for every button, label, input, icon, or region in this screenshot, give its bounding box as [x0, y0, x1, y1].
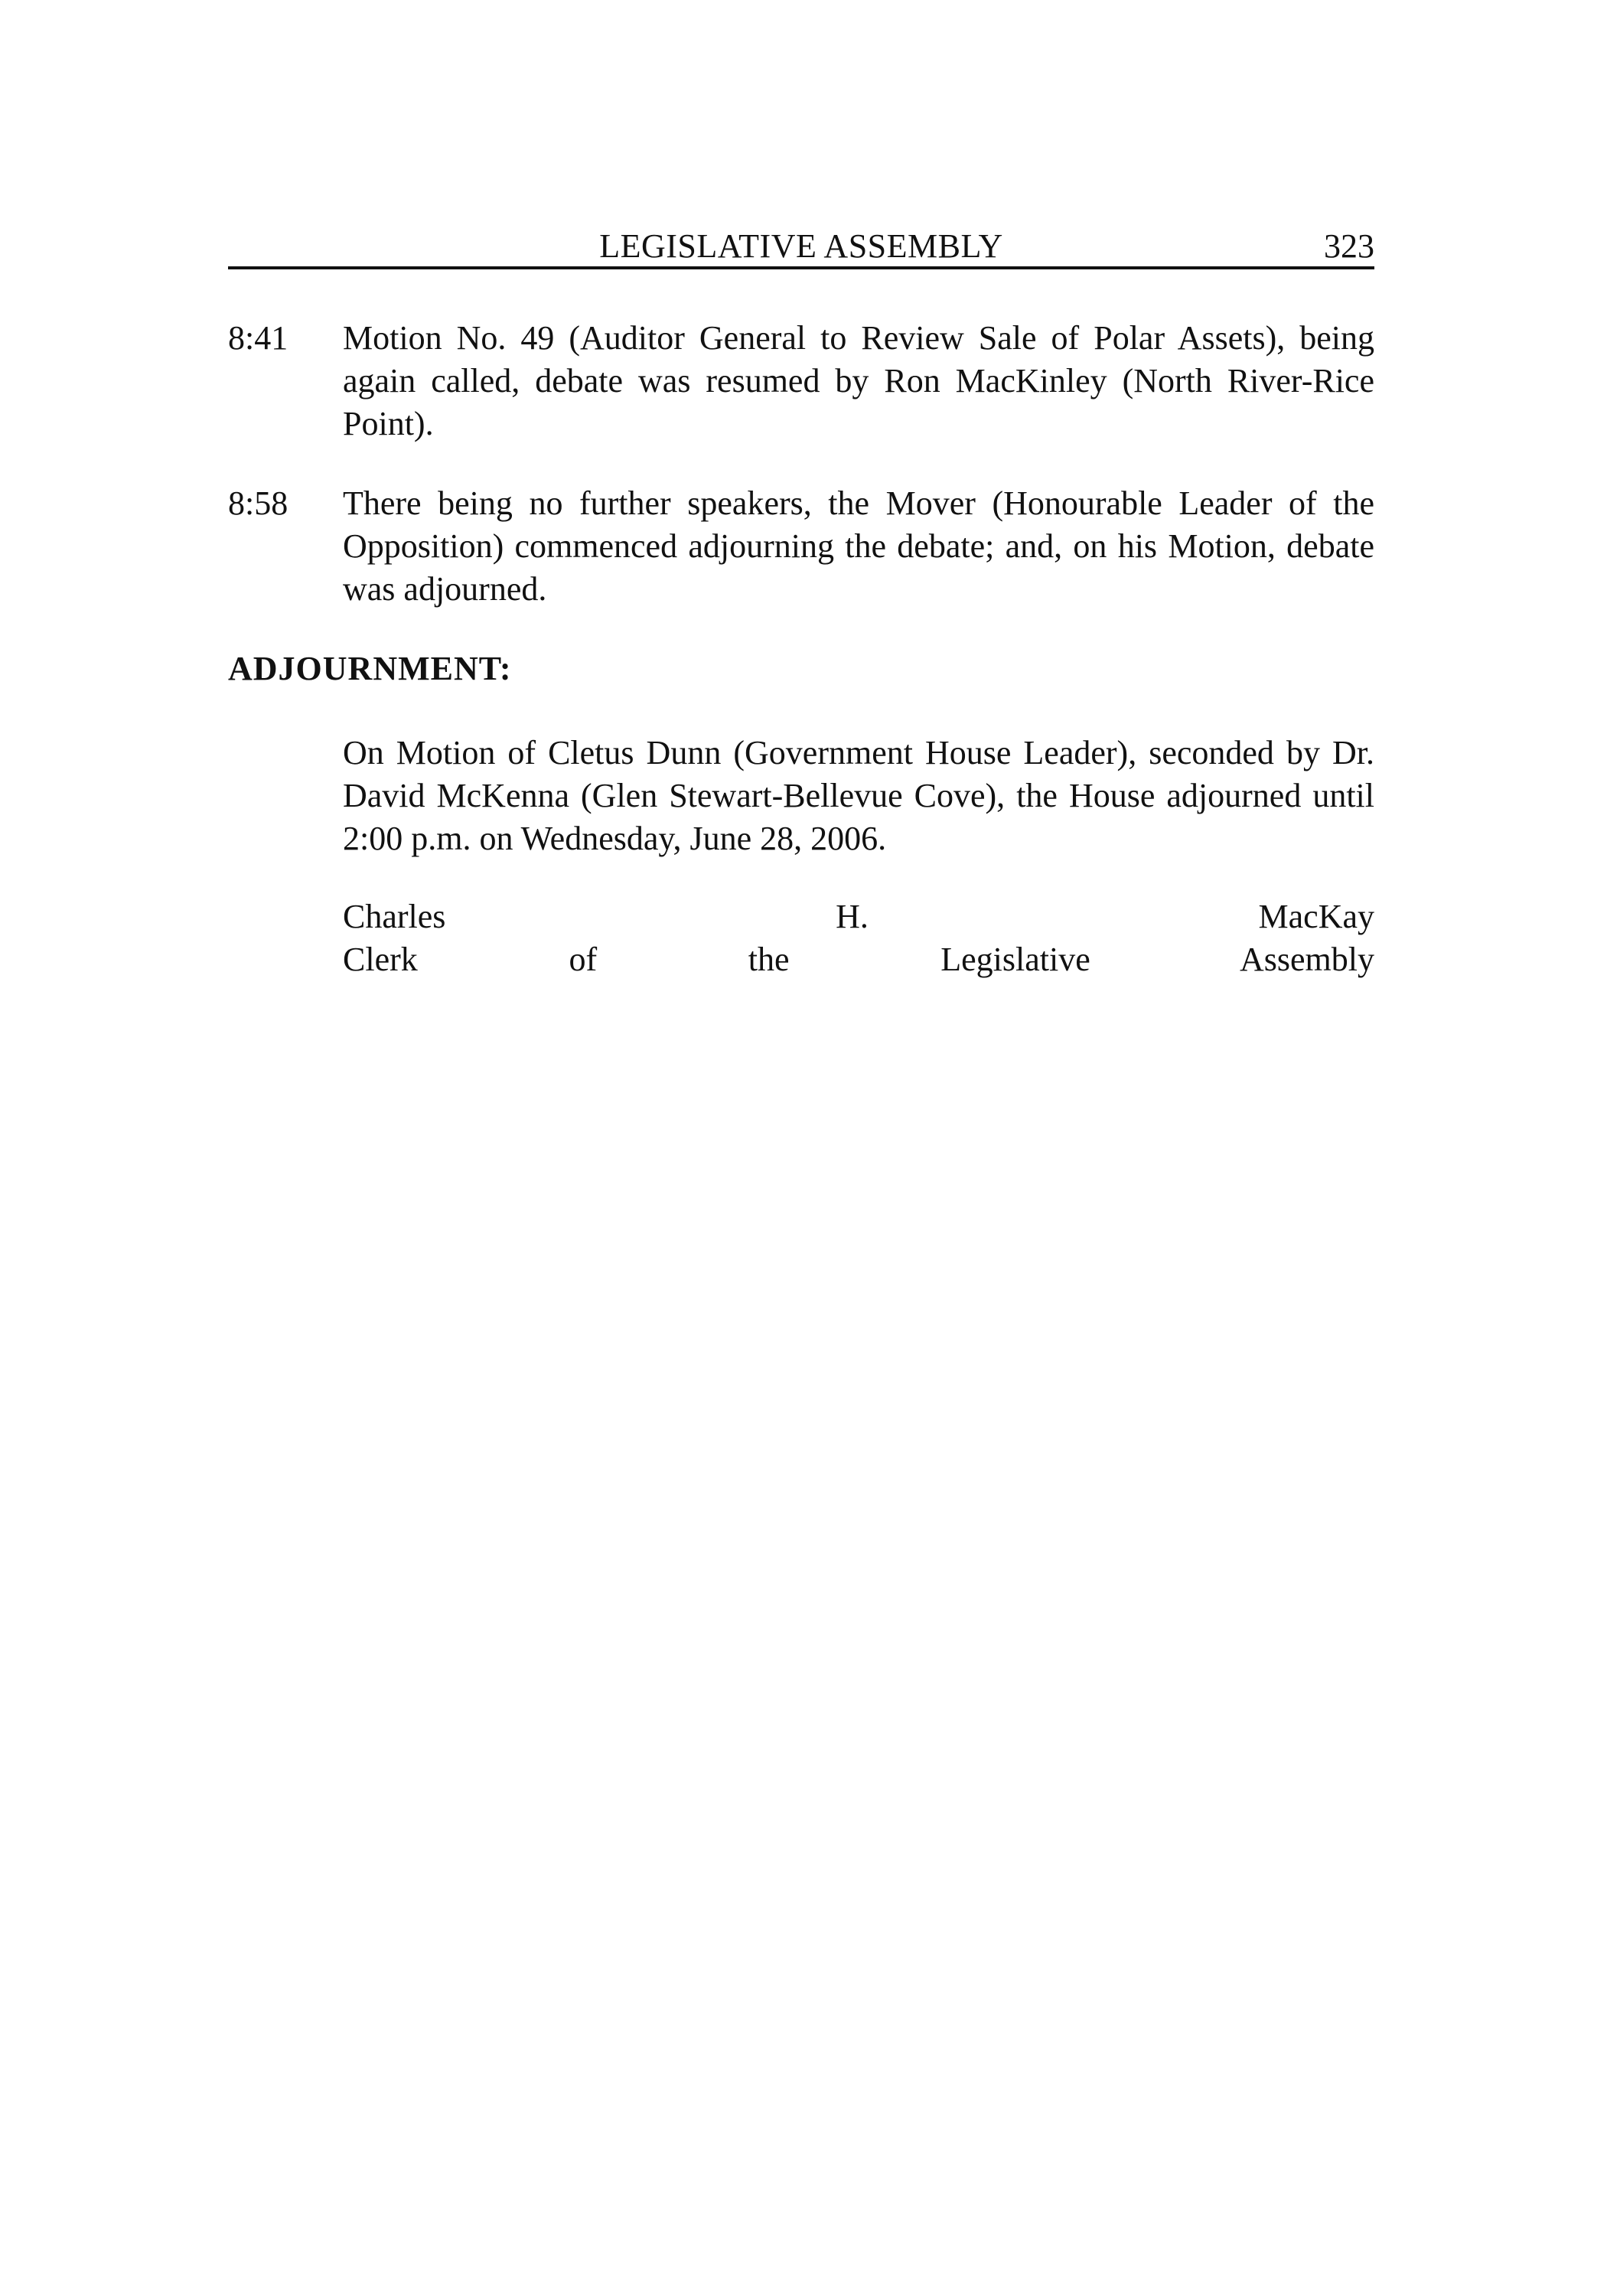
entry-text — [343, 482, 1374, 611]
entry-text — [343, 317, 1374, 445]
signatory-title: Clerk of the Legislative Assembly — [343, 941, 1374, 978]
section-heading: ADJOURNMENT: — [228, 650, 512, 687]
signatory-name: Charles H. MacKay — [343, 898, 1374, 935]
entry-time: 8:58 — [228, 484, 288, 522]
entry-time: 8:41 — [228, 319, 288, 357]
entry-line: Motion No. 49 (Auditor General to Review Sale of Polar Assets), being — [343, 319, 1374, 357]
adjournment-line: On Motion of Cletus Dunn (Government House Leader), seconded by Dr. — [343, 734, 1374, 771]
entry-line: again called, debate was resumed by Ron MacKinley (North River-Rice — [343, 362, 1374, 400]
entry-line: There being no further speakers, the Mover (Honourable Leader of the — [343, 484, 1374, 522]
header-rule — [228, 266, 1374, 269]
entry-line: Point). — [343, 405, 434, 442]
adjournment-line: 2:00 p.m. on Wednesday, June 28, 2006. — [343, 820, 887, 857]
entry-line: was adjourned. — [343, 570, 547, 608]
journal-entry — [228, 317, 1374, 445]
adjournment-line: David McKenna (Glen Stewart-Bellevue Cove), the House adjourned until — [343, 777, 1374, 814]
signature-block — [343, 895, 1374, 981]
header-title: LEGISLATIVE ASSEMBLY — [599, 227, 1003, 265]
page-header — [228, 227, 1374, 266]
adjournment-text — [343, 732, 1374, 860]
entry-line: Opposition) commenced adjourning the debate; and, on his Motion, debate — [343, 527, 1374, 565]
journal-entry — [228, 482, 1374, 611]
page-number: 323 — [1324, 227, 1374, 265]
